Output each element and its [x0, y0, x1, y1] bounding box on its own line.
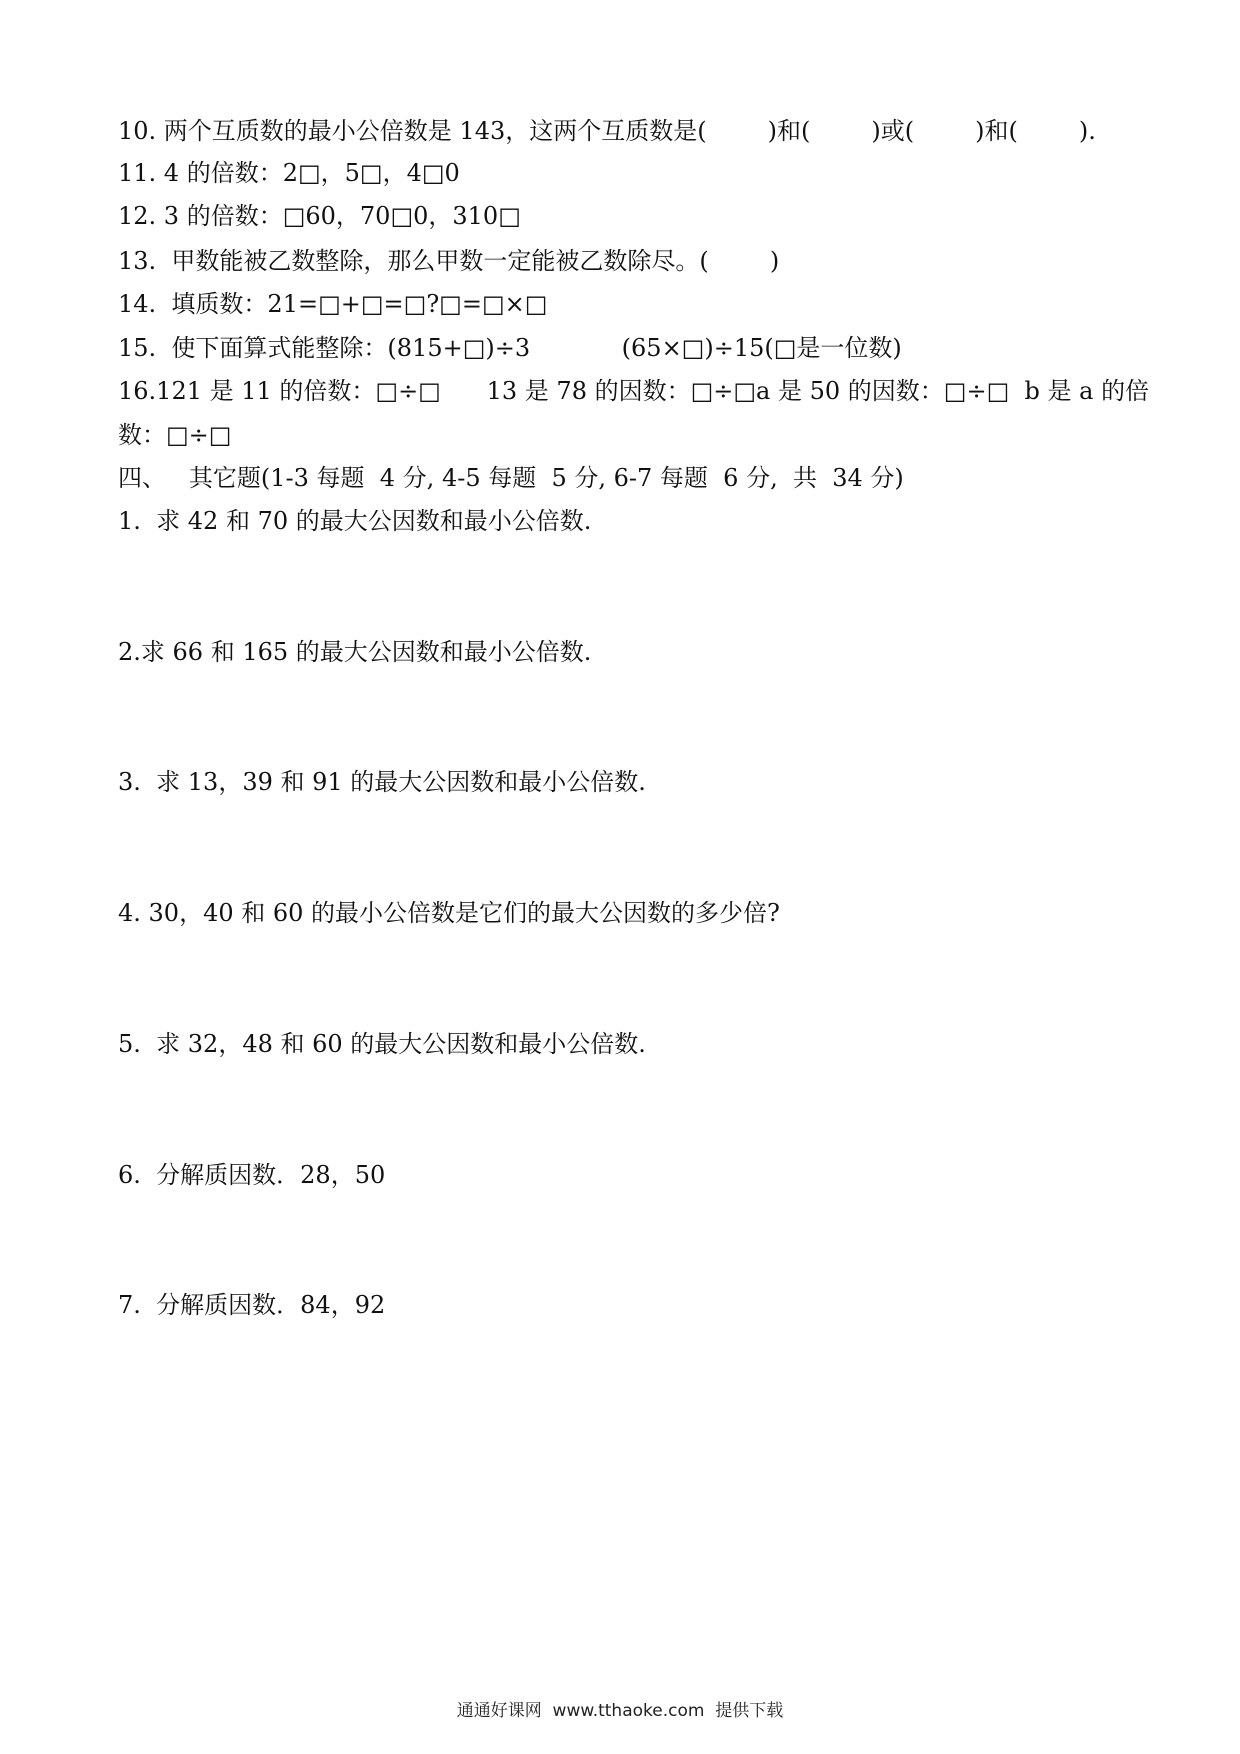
- question-10: 10. 两个互质数的最小公倍数是 143，这两个互质数是( )和( )或( )和( ).: [118, 117, 1096, 145]
- page-footer: 通通好课网 www.tthaoke.com 提供下载: [456, 1701, 784, 1721]
- problem-1: 1. 求 42 和 70 的最大公因数和最小公倍数.: [118, 507, 592, 535]
- question-14: 14. 填质数：21=□+□=□?□=□×□: [118, 290, 548, 318]
- question-12: 12. 3 的倍数：□60，70□0，310□: [118, 202, 521, 230]
- problem-6: 6. 分解质因数．28，50: [118, 1161, 386, 1189]
- problem-4: 4. 30，40 和 60 的最小公倍数是它们的最大公因数的多少倍?: [118, 899, 780, 927]
- section-heading-4: 四、 其它题(1-3 每题 4 分, 4-5 每题 5 分, 6-7 每题 6 分, 共 34 分): [118, 464, 904, 492]
- problem-7: 7. 分解质因数．84，92: [118, 1291, 386, 1319]
- problem-5: 5. 求 32，48 和 60 的最大公因数和最小公倍数.: [118, 1030, 646, 1058]
- question-16: 16.121 是 11 的倍数：□÷□ 13 是 78 的因数：□÷□a 是 50 的因数：□÷□ b 是 a 的倍: [118, 377, 1150, 405]
- question-15: 15. 使下面算式能整除：(815+□)÷3 (65×□)÷15(□是一位数): [118, 334, 902, 362]
- problem-3: 3. 求 13，39 和 91 的最大公因数和最小公倍数.: [118, 768, 646, 796]
- question-16-continued: 数：□÷□: [118, 421, 232, 449]
- problem-2: 2.求 66 和 165 的最大公因数和最小公倍数.: [118, 638, 592, 666]
- question-13: 13. 甲数能被乙数整除，那么甲数一定能被乙数除尽。( ): [118, 247, 780, 275]
- question-11: 11. 4 的倍数：2□，5□，4□0: [118, 159, 460, 187]
